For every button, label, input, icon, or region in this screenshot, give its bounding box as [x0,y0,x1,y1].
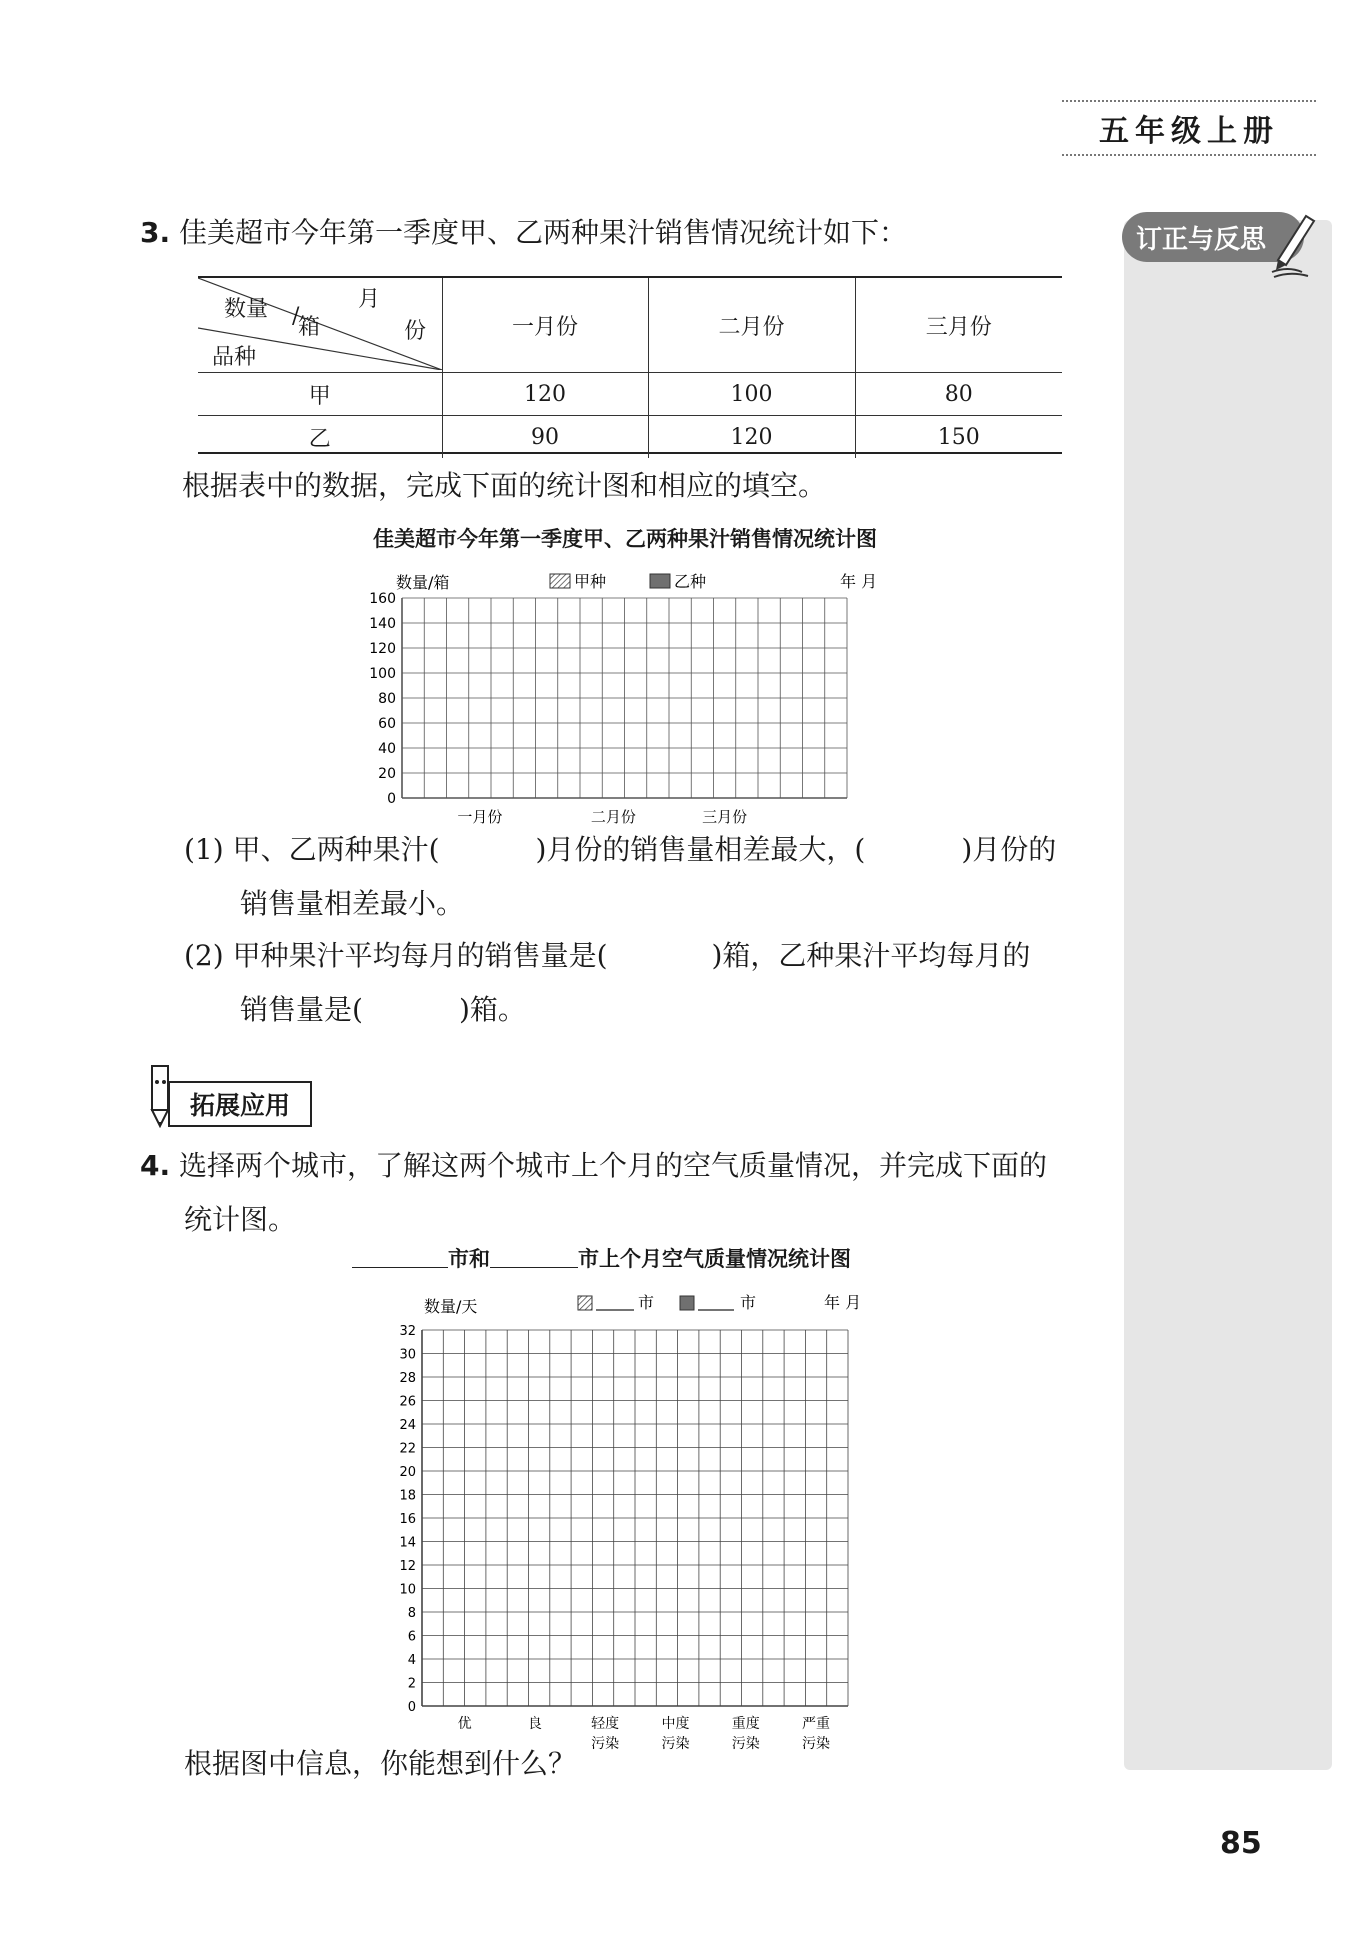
chart1-x-ticks [457,808,747,826]
y-tick-label: 0 [387,791,396,807]
q4-intro-line2: 统计图。 [184,1203,297,1236]
column-header: 三月份 [855,278,1062,373]
table-cell: 80 [855,373,1062,416]
x-tick-label: 污染 [731,1736,760,1752]
city-blank[interactable] [352,1247,448,1268]
chart2-title-part-a: 市和 [448,1247,490,1271]
y-tick-label: 10 [399,1582,416,1598]
y-tick-label: 14 [399,1535,416,1551]
x-tick-label: 三月份 [702,808,748,826]
table-cell: 150 [855,416,1062,459]
q3-sub1-line2: 销售量相差最小。 [240,887,465,920]
sub2-text-a: (2) 甲种果汁平均每月的销售量是( [184,939,608,972]
chart1-y-ticks [369,591,396,807]
legend-label-b: 市 [740,1293,757,1312]
q3-sales-table [198,278,1062,458]
y-tick-label: 16 [399,1512,416,1527]
corner-fen: 份 [404,319,427,344]
chart2-y-label: 数量/天 [424,1297,478,1316]
legend-label-a: 甲种 [574,572,607,591]
y-tick-label: 160 [369,591,396,607]
corner-box: 箱 [298,315,321,340]
column-header: 一月份 [442,278,648,373]
page-number: 85 [1220,1826,1262,1861]
q4-number: 4. [140,1149,171,1182]
y-tick-label: 24 [399,1418,416,1433]
q3-intro [140,213,907,253]
y-tick-label: 12 [399,1559,416,1574]
q4-conclusion: 根据图中信息，你能想到什么？ [184,1747,577,1780]
sidebar-notes-column [1124,220,1332,1770]
q3-number: 3. [140,216,171,249]
chart2-title-part-b: 市上个月空气质量情况统计图 [578,1247,851,1271]
y-tick-label: 18 [399,1488,416,1504]
y-tick-label: 22 [399,1441,416,1457]
chart1-grid [402,598,847,798]
y-tick-label: 40 [378,741,396,757]
y-tick-label: 60 [378,716,396,732]
y-tick-label: 4 [407,1653,416,1668]
x-tick-label: 轻度 [591,1716,620,1732]
y-tick-label: 0 [407,1700,416,1715]
sidebar-tab-correction: 订正与反思 [1122,212,1304,262]
y-tick-label: 30 [399,1347,416,1363]
column-header: 二月份 [648,278,855,373]
chart2-title [352,1243,851,1273]
q3-sub2-line2 [240,990,526,1030]
x-tick-label: 重度 [731,1716,760,1732]
legend-swatch-solid [650,574,670,588]
q3-intro-text: 佳美超市今年第一季度甲、乙两种果汁销售情况统计如下： [179,216,908,249]
y-tick-label: 20 [399,1465,416,1480]
q3-instruction: 根据表中的数据，完成下面的统计图和相应的填空。 [182,469,827,502]
x-tick-label: 良 [527,1716,542,1732]
pencil-icon [1268,208,1318,278]
chart1-y-label: 数量/箱 [396,573,450,592]
legend-label-a: 市 [638,1293,655,1312]
x-tick-label: 优 [457,1716,472,1732]
legend-label-b: 乙种 [674,572,707,591]
sub1-text-b: )月份的销售量相差最大，( [535,833,866,866]
sub1-text-c: )月份的 [961,833,1057,866]
table-cell: 100 [648,373,855,416]
x-tick-label: 中度 [661,1716,690,1732]
q4-intro-text: 选择两个城市，了解这两个城市上个月的空气质量情况，并完成下面的 [179,1149,1048,1182]
corner-variety: 品种 [212,345,257,370]
q3-sub2-line1 [184,936,1030,976]
legend-swatch-hatched [550,574,570,588]
chart2-date-label: 年 月 [824,1293,862,1312]
chart1-svg [340,562,940,834]
y-tick-label: 80 [378,691,396,707]
y-tick-label: 2 [407,1676,416,1692]
y-tick-label: 120 [369,641,396,657]
row-label: 甲 [198,373,442,416]
chart2-y-ticks [399,1324,416,1715]
x-tick-label: 污染 [802,1736,831,1752]
y-tick-label: 100 [369,666,396,682]
row-label: 乙 [308,426,331,452]
chart1-title: 佳美超市今年第一季度甲、乙两种果汁销售情况统计图 [373,527,877,551]
legend-swatch-hatched [578,1296,592,1310]
corner-quantity: 数量 [224,297,269,322]
city-blank[interactable] [490,1247,578,1268]
sub2-text-c: 销售量是( [240,993,363,1026]
y-tick-label: 8 [407,1606,416,1621]
q3-table-wrapper [198,276,1062,454]
chart2-svg [384,1284,904,1754]
table-cell: 120 [442,373,648,416]
corner-month: 月 [358,287,381,312]
x-tick-label: 严重 [802,1716,831,1732]
sub2-text-b: )箱，乙种果汁平均每月的 [711,939,1031,972]
q4-intro-line1 [140,1146,1047,1186]
y-tick-label: 32 [399,1324,416,1339]
q3-sub1-line1 [184,830,1056,870]
y-tick-label: 140 [369,616,396,632]
y-tick-label: 20 [378,766,396,782]
chart1-date-label: 年 月 [840,572,878,591]
table-corner-cell: 月 份 数量 / 箱 品种 [198,278,442,373]
sub1-text-a: (1) 甲、乙两种果汁( [184,833,440,866]
y-tick-label: 26 [399,1394,416,1410]
x-tick-label: 污染 [661,1736,690,1752]
table-cell: 90 [442,416,648,459]
grade-label: 五年级上册 [1062,100,1316,156]
y-tick-label: 6 [407,1629,416,1645]
y-tick-label: 28 [399,1371,416,1386]
section-header: 拓展应用 [168,1081,312,1127]
x-tick-label: 污染 [591,1736,620,1752]
x-tick-label: 二月份 [590,808,636,826]
legend-swatch-solid [680,1296,694,1310]
chart2-grid [422,1330,848,1706]
sub2-text-d: )箱。 [458,993,526,1026]
x-tick-label: 一月份 [457,808,503,826]
table-cell: 120 [648,416,855,459]
